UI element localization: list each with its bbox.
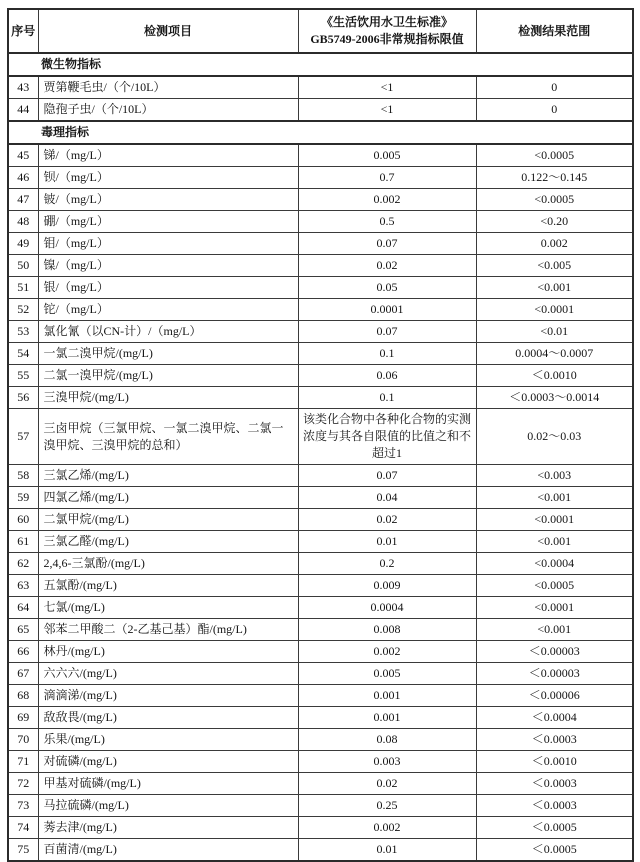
cell-result-range: <0.003	[476, 465, 633, 487]
cell-result-range: ＜0.00006	[476, 685, 633, 707]
table-row	[8, 465, 633, 487]
table-row	[8, 751, 633, 773]
cell-result-range: 0	[476, 99, 633, 122]
cell-serial-number: 71	[8, 751, 38, 773]
table-row	[8, 233, 633, 255]
table-row	[8, 663, 633, 685]
cell-test-item: 乐果/(mg/L)	[38, 729, 298, 751]
cell-test-item: 2,4,6-三氯酚/(mg/L)	[38, 553, 298, 575]
cell-standard-limit: <1	[298, 76, 476, 99]
table-row	[8, 299, 633, 321]
table-row	[8, 387, 633, 409]
cell-standard-limit: 0.005	[298, 144, 476, 167]
cell-serial-number: 57	[8, 409, 38, 465]
cell-test-item: 三氯乙醛/(mg/L)	[38, 531, 298, 553]
table-row	[8, 553, 633, 575]
cell-standard-limit: 0.1	[298, 387, 476, 409]
cell-standard-limit: 0.04	[298, 487, 476, 509]
cell-result-range: <0.0004	[476, 553, 633, 575]
cell-test-item: 氯化氰（以CN-计）/（mg/L）	[38, 321, 298, 343]
table-row	[8, 531, 633, 553]
table-row	[8, 597, 633, 619]
cell-standard-limit: 0.02	[298, 509, 476, 531]
cell-result-range: <0.001	[476, 487, 633, 509]
cell-serial-number: 52	[8, 299, 38, 321]
cell-serial-number: 65	[8, 619, 38, 641]
cell-result-range: <0.0001	[476, 509, 633, 531]
cell-standard-limit: 0.002	[298, 641, 476, 663]
cell-test-item: 七氯/(mg/L)	[38, 597, 298, 619]
cell-result-range: ＜0.0003～0.0014	[476, 387, 633, 409]
cell-standard-limit: 0.5	[298, 211, 476, 233]
cell-test-item: 铍/（mg/L）	[38, 189, 298, 211]
table-row	[8, 839, 633, 862]
cell-test-item: 四氯乙烯/(mg/L)	[38, 487, 298, 509]
cell-serial-number: 45	[8, 144, 38, 167]
cell-test-item: 钼/（mg/L）	[38, 233, 298, 255]
cell-test-item: 百菌清/(mg/L)	[38, 839, 298, 862]
cell-test-item: 钡/（mg/L）	[38, 167, 298, 189]
cell-result-range: <0.0001	[476, 299, 633, 321]
cell-serial-number: 70	[8, 729, 38, 751]
cell-test-item: 三氯乙烯/(mg/L)	[38, 465, 298, 487]
cell-serial-number: 58	[8, 465, 38, 487]
table-row	[8, 144, 633, 167]
cell-standard-limit: 0.02	[298, 255, 476, 277]
cell-result-range: 0.122～0.145	[476, 167, 633, 189]
cell-result-range: <0.20	[476, 211, 633, 233]
cell-serial-number: 48	[8, 211, 38, 233]
cell-serial-number: 60	[8, 509, 38, 531]
cell-serial-number: 55	[8, 365, 38, 387]
cell-test-item: 锑/（mg/L）	[38, 144, 298, 167]
cell-standard-limit: 0.009	[298, 575, 476, 597]
cell-standard-limit: 0.07	[298, 465, 476, 487]
cell-standard-limit: 0.07	[298, 233, 476, 255]
cell-serial-number: 66	[8, 641, 38, 663]
cell-serial-number: 54	[8, 343, 38, 365]
cell-test-item: 林丹/(mg/L)	[38, 641, 298, 663]
section-title: 毒理指标	[8, 121, 633, 144]
cell-standard-limit: 0.0004	[298, 597, 476, 619]
cell-standard-limit: 0.001	[298, 707, 476, 729]
cell-result-range: ＜0.0010	[476, 751, 633, 773]
cell-standard-limit: 0.001	[298, 685, 476, 707]
table-row	[8, 707, 633, 729]
table-row	[8, 167, 633, 189]
cell-serial-number: 53	[8, 321, 38, 343]
table-body	[8, 53, 633, 861]
cell-result-range: ＜0.0004	[476, 707, 633, 729]
cell-test-item: 五氯酚/(mg/L)	[38, 575, 298, 597]
table-row	[8, 365, 633, 387]
cell-standard-limit: 0.01	[298, 839, 476, 862]
cell-result-range: ＜0.0010	[476, 365, 633, 387]
cell-test-item: 敌敌畏/(mg/L)	[38, 707, 298, 729]
cell-result-range: 0.002	[476, 233, 633, 255]
table-row	[8, 795, 633, 817]
cell-result-range: ＜0.0003	[476, 729, 633, 751]
cell-serial-number: 69	[8, 707, 38, 729]
cell-standard-limit: 0.08	[298, 729, 476, 751]
cell-result-range: ＜0.0005	[476, 817, 633, 839]
cell-result-range: ＜0.0003	[476, 795, 633, 817]
table-row	[8, 575, 633, 597]
table-header	[8, 9, 633, 53]
table-row	[8, 817, 633, 839]
cell-result-range: <0.005	[476, 255, 633, 277]
cell-test-item: 一氯二溴甲烷/(mg/L)	[38, 343, 298, 365]
cell-serial-number: 72	[8, 773, 38, 795]
cell-standard-limit: 0.06	[298, 365, 476, 387]
cell-standard-limit: 0.005	[298, 663, 476, 685]
cell-standard-limit: 0.7	[298, 167, 476, 189]
table-row	[8, 509, 633, 531]
cell-result-range: <0.0005	[476, 189, 633, 211]
cell-test-item: 铊/（mg/L）	[38, 299, 298, 321]
cell-serial-number: 51	[8, 277, 38, 299]
cell-result-range: <0.01	[476, 321, 633, 343]
table-row	[8, 255, 633, 277]
cell-test-item: 滴滴涕/(mg/L)	[38, 685, 298, 707]
cell-standard-limit: 0.002	[298, 817, 476, 839]
cell-test-item: 马拉硫磷/(mg/L)	[38, 795, 298, 817]
table-row	[8, 729, 633, 751]
table-row	[8, 773, 633, 795]
cell-serial-number: 75	[8, 839, 38, 862]
cell-result-range: <0.0001	[476, 597, 633, 619]
cell-result-range: <0.0005	[476, 144, 633, 167]
cell-serial-number: 46	[8, 167, 38, 189]
col-header-limit-line1: 《生活饮用水卫生标准》	[320, 15, 453, 29]
table-row	[8, 641, 633, 663]
cell-serial-number: 67	[8, 663, 38, 685]
cell-test-item: 三卤甲烷（三氯甲烷、一氯二溴甲烷、二氯一溴甲烷、三溴甲烷的总和）	[38, 409, 298, 465]
cell-serial-number: 44	[8, 99, 38, 122]
cell-standard-limit: 0.07	[298, 321, 476, 343]
cell-test-item: 对硫磷/(mg/L)	[38, 751, 298, 773]
cell-standard-limit: 0.02	[298, 773, 476, 795]
table-row	[8, 409, 633, 465]
cell-result-range: ＜0.00003	[476, 663, 633, 685]
cell-result-range: ＜0.00003	[476, 641, 633, 663]
cell-result-range: <0.001	[476, 619, 633, 641]
table-row	[8, 343, 633, 365]
cell-standard-limit: 0.008	[298, 619, 476, 641]
cell-serial-number: 63	[8, 575, 38, 597]
cell-serial-number: 64	[8, 597, 38, 619]
cell-serial-number: 47	[8, 189, 38, 211]
cell-standard-limit: 0.25	[298, 795, 476, 817]
cell-serial-number: 73	[8, 795, 38, 817]
cell-test-item: 莠去津/(mg/L)	[38, 817, 298, 839]
cell-serial-number: 59	[8, 487, 38, 509]
cell-result-range: ＜0.0003	[476, 773, 633, 795]
section-row	[8, 53, 633, 76]
cell-result-range: ＜0.0005	[476, 839, 633, 862]
col-header-limit-line2: GB5749-2006非常规指标限值	[310, 32, 464, 46]
cell-test-item: 银/（mg/L）	[38, 277, 298, 299]
cell-test-item: 贾第鞭毛虫/（个/10L）	[38, 76, 298, 99]
cell-standard-limit: 0.05	[298, 277, 476, 299]
cell-standard-limit: 0.0001	[298, 299, 476, 321]
cell-serial-number: 56	[8, 387, 38, 409]
cell-standard-limit: 0.003	[298, 751, 476, 773]
table-row	[8, 211, 633, 233]
water-quality-table	[7, 8, 634, 862]
cell-standard-limit: 0.01	[298, 531, 476, 553]
cell-serial-number: 74	[8, 817, 38, 839]
cell-test-item: 硼/（mg/L）	[38, 211, 298, 233]
cell-test-item: 二氯甲烷/(mg/L)	[38, 509, 298, 531]
cell-result-range: 0.02～0.03	[476, 409, 633, 465]
cell-standard-limit: 该类化合物中各种化合物的实测浓度与其各自限值的比值之和不超过1	[298, 409, 476, 465]
cell-test-item: 二氯一溴甲烷/(mg/L)	[38, 365, 298, 387]
cell-result-range: <0.001	[476, 277, 633, 299]
table-row	[8, 277, 633, 299]
table-row	[8, 619, 633, 641]
cell-standard-limit: 0.002	[298, 189, 476, 211]
cell-test-item: 甲基对硫磷/(mg/L)	[38, 773, 298, 795]
cell-standard-limit: <1	[298, 99, 476, 122]
header-row	[8, 9, 633, 53]
cell-test-item: 镍/（mg/L）	[38, 255, 298, 277]
cell-test-item: 邻苯二甲酸二（2-乙基己基）酯/(mg/L)	[38, 619, 298, 641]
col-header-no: 序号	[8, 9, 38, 53]
col-header-result: 检测结果范围	[476, 9, 633, 53]
cell-test-item: 隐孢子虫/（个/10L）	[38, 99, 298, 122]
section-title: 微生物指标	[8, 53, 633, 76]
cell-serial-number: 43	[8, 76, 38, 99]
cell-standard-limit: 0.1	[298, 343, 476, 365]
table-row	[8, 99, 633, 122]
cell-standard-limit: 0.2	[298, 553, 476, 575]
cell-result-range: 0.0004～0.0007	[476, 343, 633, 365]
cell-serial-number: 49	[8, 233, 38, 255]
table-row	[8, 189, 633, 211]
section-row	[8, 121, 633, 144]
table-row	[8, 76, 633, 99]
cell-serial-number: 62	[8, 553, 38, 575]
table-row	[8, 685, 633, 707]
cell-result-range: <0.0005	[476, 575, 633, 597]
cell-serial-number: 68	[8, 685, 38, 707]
cell-result-range: <0.001	[476, 531, 633, 553]
cell-serial-number: 61	[8, 531, 38, 553]
table-row	[8, 321, 633, 343]
col-header-limit	[298, 9, 476, 53]
cell-result-range: 0	[476, 76, 633, 99]
cell-serial-number: 50	[8, 255, 38, 277]
col-header-item: 检测项目	[38, 9, 298, 53]
table-row	[8, 487, 633, 509]
cell-test-item: 三溴甲烷/(mg/L)	[38, 387, 298, 409]
cell-test-item: 六六六/(mg/L)	[38, 663, 298, 685]
